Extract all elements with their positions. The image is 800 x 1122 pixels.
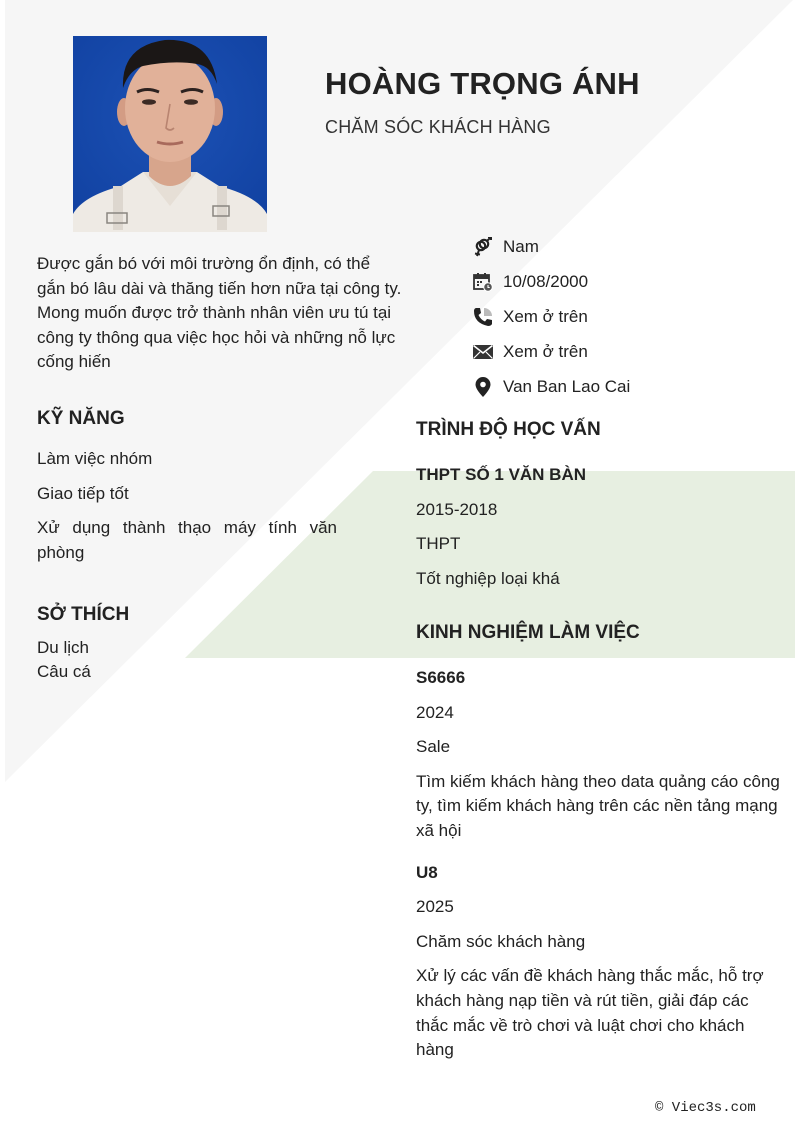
phone-value: Xem ở trên: [503, 306, 588, 326]
company-name: U8: [416, 862, 438, 882]
email-value: Xem ở trên: [503, 341, 588, 361]
contact-address: [472, 369, 772, 404]
skill-item: Làm việc nhóm: [37, 449, 153, 468]
hobbies-heading: SỞ THÍCH: [37, 604, 130, 625]
job-entry: [416, 666, 781, 844]
gender-value: Nam: [503, 237, 539, 257]
job-title: CHĂM SÓC KHÁCH HÀNG: [325, 117, 551, 137]
education-result: Tốt nghiệp loại khá: [416, 568, 560, 588]
skills-section: [37, 408, 337, 575]
skill-item: Giao tiếp tốt: [37, 483, 129, 503]
skills-heading: KỸ NĂNG: [37, 408, 125, 429]
education-level: THPT: [416, 534, 461, 554]
experience-heading: KINH NGHIỆM LÀM VIỆC: [416, 622, 640, 643]
hobby-item: Câu cá: [37, 662, 91, 681]
address-value: Van Ban Lao Cai: [503, 376, 631, 396]
school-name: THPT SỐ 1 VĂN BÀN: [416, 465, 587, 484]
profile-photo: [73, 36, 267, 232]
contact-info: [472, 230, 772, 404]
job-role: Chăm sóc khách hàng: [416, 931, 586, 951]
job-year: 2025: [416, 897, 454, 917]
location-pin-icon: [472, 376, 494, 398]
education-section: [416, 419, 786, 601]
birthdate-value: 10/08/2000: [503, 272, 589, 292]
job-role: Sale: [416, 737, 451, 757]
contact-email: [472, 334, 772, 369]
phone-icon: [472, 306, 494, 328]
career-objective: Được gắn bó với môi trường ổn định, có thể gắn bó lâu dài và thăng tiến hơn nữa tại công ty. Mong muốn được trở thành nhân viên ưu tú tại công ty thông qua việc học hỏi và những nỗ lực cống hiến: [37, 254, 402, 372]
job-description: Xử lý các vấn đề khách hàng thắc mắc, hỗ trợ khách hàng nạp tiền và rút tiền, giải đáp các thắc mắc về trò chơi và luật chơi cho khách hàng: [416, 966, 764, 1060]
candidate-name: HOÀNG TRỌNG ÁNH: [325, 66, 640, 101]
job-year: 2024: [416, 702, 454, 722]
contact-gender: [472, 230, 772, 265]
experience-section: [416, 622, 781, 1080]
company-name: S6666: [416, 668, 466, 687]
job-description: Tìm kiếm khách hàng theo data quảng cáo công ty, tìm kiếm khách hàng trên các nền tảng mạng xã hội: [416, 771, 780, 840]
job-entry: [416, 861, 781, 1063]
education-heading: TRÌNH ĐỘ HỌC VẤN: [416, 419, 601, 440]
contact-birthdate: [472, 265, 772, 300]
email-icon: [472, 341, 494, 363]
education-period: 2015-2018: [416, 499, 498, 519]
gender-icon: [472, 236, 494, 258]
hobby-item: Du lịch: [37, 638, 89, 657]
calendar-icon: [472, 271, 494, 293]
skill-item: Xử dụng thành thạo máy tính văn phòng: [37, 518, 337, 562]
copyright-footer: © Viec3s.com: [655, 1100, 756, 1116]
contact-phone: [472, 300, 772, 335]
hobbies-section: [37, 604, 337, 684]
